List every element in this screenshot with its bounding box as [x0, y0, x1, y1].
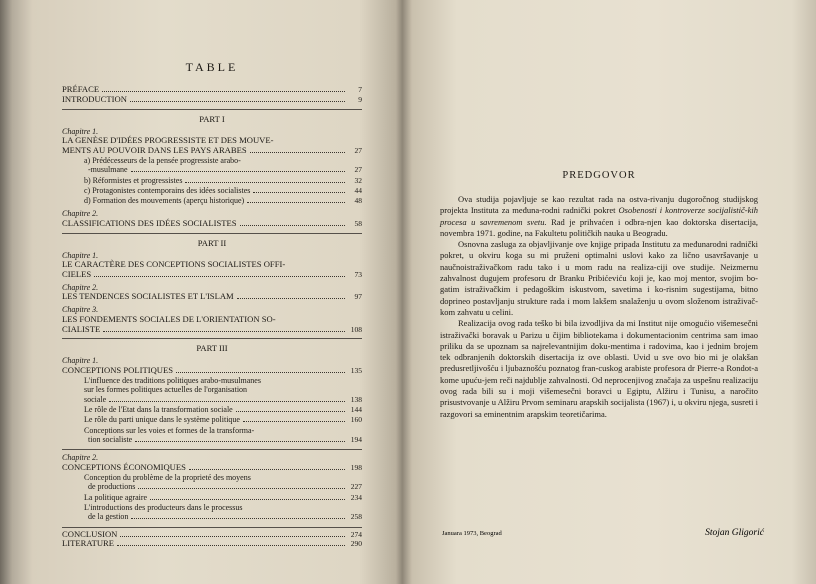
project-title-italic: Osobenosti i kontroverze socijalistič-kih procesa u savremenom svetu. [440, 205, 759, 227]
toc-subentry-line: sur les formes politiques actuelles de l'organisation [84, 385, 248, 395]
toc-subentry [62, 512, 362, 522]
paragraph-2: Osnovna zasluga za objavljivanje ove knjige pripada Institutu za međunarodni radnički pokret, u okviru koga su mi pruženi optimalni uslovi kako za lično usavršavanje u naučnoistraživačkom radu tako i u mom radu na realiza-ciji ove studije. Neizmernu zahvalnost dugujem profesoru dr Branku Pribićeviću koji je, kao moj mentor, svojim bo-gatim istraživačkim i pedagoškim iskustvom, savetima i ko-risnim sugestijama, bitno doprineo postavljanju strukture rada i mom lakšem snalaženju u ovom složenom istraživač-kom zahvatu u celini. [440, 239, 758, 317]
divider [62, 109, 362, 110]
chapter-label: Chapitre 2. [62, 453, 99, 463]
part-heading: PART III [196, 343, 228, 354]
toc-entry-literature [62, 539, 362, 549]
toc-entry-label: sociale [84, 394, 107, 404]
toc-entry-label: c) Protagonistes contemporains des idées socialistes [84, 185, 251, 195]
toc-subentry [62, 415, 362, 425]
paragraph-1 [440, 194, 758, 239]
toc-subentry [62, 395, 362, 405]
leader-dots [120, 536, 345, 537]
toc-entry-label: CIALISTE [62, 323, 101, 334]
toc-page-number: 234 [350, 492, 362, 502]
toc-entry-chapter [62, 463, 362, 473]
toc-subentry [62, 176, 362, 186]
leader-dots [109, 401, 345, 402]
toc-entry-label: CONCEPTIONS ÉCONOMIQUES [62, 461, 186, 472]
leader-dots [185, 182, 345, 183]
toc-entry-chapter [62, 146, 362, 156]
toc-page-number: 97 [354, 292, 362, 302]
chapter-label: Chapitre 1. [62, 356, 99, 366]
toc-subentry [62, 165, 362, 175]
toc-entry-chapter [62, 219, 362, 229]
toc-subentry [62, 493, 362, 503]
leader-dots [237, 298, 345, 299]
toc-page-number: 227 [350, 482, 362, 492]
toc-entry-label: INTRODUCTION [62, 93, 127, 104]
chapter-title-line: LE CARACTÈRE DES CONCEPTIONS SOCIALISTES OFFI- [62, 259, 286, 270]
leader-dots [131, 171, 345, 172]
leader-dots [138, 488, 345, 489]
leader-dots [189, 469, 345, 470]
leader-dots [102, 91, 345, 92]
toc-page-number: 32 [354, 175, 362, 185]
preface-page [440, 170, 758, 420]
toc-subentry-line: L'influence des traditions politiques arabo-musulmanes [84, 375, 261, 385]
chapter-title-line: LA GENÈSE D'IDÉES PROGRESSISTE ET DES MOUVE- [62, 135, 274, 146]
toc-page-number: 9 [358, 94, 362, 104]
paragraph-3: Realizacija ovog rada teško bi bila izvodljiva da mi Institut nije omogućio višemesečni istraživački boravak u Parizu u čijim bibliotekama i dokumentacionim centrima sam imao priliku da se upoznam sa najrelevantnijim doku-mentima i radovima, kao i jednim brojem tek odbranjenih doktorskih disertacija iz ove oblasti. Uvid u sve ovo bio mi je olakšan predusretljivošću i ljubaznošću poznatog fran-cuskog arabiste profesora dr Pierre-a Rondot-a kome upuću-jem reči najdublje zahvalnosti. Od neprocenjivog značaja za uspešnu realizaciju ovog rada bili su i moji višemesečni boravci u Egiptu, Alžiru i Tunisu, a naročito prisustvovanje u Alžiru Prvom seminaru arapskih socijalista (1967) i, u okviru njega, susreti i razgovori sa eminentnim arapskim teoretičarima. [440, 318, 758, 419]
leader-dots [176, 372, 345, 373]
toc-subentry-line: L'introductions des producteurs dans le processus [84, 502, 243, 512]
leader-dots [94, 276, 345, 277]
leader-dots [247, 202, 345, 203]
toc-entry-label: La politique agraire [84, 492, 148, 502]
leader-dots [236, 411, 345, 412]
toc-entry-label: CIELES [62, 268, 92, 279]
toc-page-number: 194 [350, 435, 362, 445]
toc-page-number: 290 [350, 539, 362, 549]
toc-entry-chapter [62, 270, 362, 280]
toc-page-number: 108 [350, 324, 362, 334]
part-heading: PART I [199, 113, 225, 124]
leader-dots [150, 499, 345, 500]
leader-dots [103, 331, 345, 332]
chapter-title-line: LES FONDEMENTS SOCIALES DE L'ORIENTATION SO- [62, 313, 276, 324]
leader-dots [117, 545, 345, 546]
toc-page-number: 27 [354, 165, 362, 175]
toc-entry-label: LES TENDENCES SOCIALISTES ET L'ISLAM [62, 291, 234, 302]
leader-dots [135, 441, 345, 442]
toc-subentry [62, 405, 362, 415]
toc-subentry [62, 196, 362, 206]
toc-entry-label: CONCEPTIONS POLITIQUES [62, 364, 174, 375]
toc-page-number: 198 [350, 462, 362, 472]
toc-entry-chapter [62, 325, 362, 335]
toc-entry-label: b) Réformistes et progressistes [84, 175, 183, 185]
toc-entry-chapter [62, 292, 362, 302]
divider [62, 233, 362, 234]
toc-entry-label: Le rôle du parti unique dans le système politique [84, 415, 240, 425]
leader-dots [253, 192, 345, 193]
toc-entry-label: de la gestion [88, 512, 129, 522]
chapter-label: Chapitre 2. [62, 282, 99, 292]
divider [62, 338, 362, 339]
leader-dots [240, 225, 345, 226]
chapter-label: Chapitre 1. [62, 126, 99, 136]
toc-entry-label: de productions [88, 482, 136, 492]
toc-subentry [62, 186, 362, 196]
divider [62, 527, 362, 528]
toc-entry-label: Le rôle de l'Etat dans la transformation sociale [84, 405, 233, 415]
leader-dots [250, 152, 345, 153]
preface-footer [442, 528, 764, 538]
toc-page-number: 27 [354, 145, 362, 155]
chapter-label: Chapitre 1. [62, 250, 99, 260]
leader-dots [130, 101, 345, 102]
toc-page-number: 7 [358, 85, 362, 94]
toc-title: TABLE [185, 60, 239, 74]
toc-subentry-line: Conception du problème de la proprieté des moyens [84, 472, 251, 482]
toc-page-number: 274 [350, 529, 362, 539]
author-signature: Stojan Gligorić [705, 528, 764, 538]
toc-entry-label: CONCLUSION [62, 528, 118, 539]
toc-entry-label: LITERATURE [62, 538, 115, 549]
chapter-label: Chapitre 2. [62, 209, 99, 219]
date-place: Januara 1973, Beograd [442, 530, 502, 537]
leader-dots [243, 421, 345, 422]
toc-subentry-line: a) Prédécesseurs de la pensée progressiste arabo- [84, 155, 241, 165]
chapter-label: Chapitre 3. [62, 305, 99, 315]
toc-entry-label: MENTS AU POUVOIR DANS LES PAYS ARABES [62, 144, 247, 155]
paragraph-text: Ova studija pojavljuje se kao rezultat rada na ostva-rivanju dugoročnog studijskog projekta Instituta za međuna-rodni radnički pokret [440, 194, 758, 216]
toc-entry-introduction [62, 95, 362, 105]
preface-title: PREDGOVOR [562, 170, 636, 181]
toc-page-number: 160 [350, 415, 362, 425]
toc-page-number: 48 [354, 195, 362, 205]
part-heading: PART II [197, 237, 227, 248]
paragraph-text: Rad je prihvaćen i odbra-njen kao doktorska disertacija, novembra 1971. godine, na Fakultetu političkih nauka u Beogradu. [440, 216, 758, 238]
divider [62, 449, 362, 450]
leader-dots [131, 518, 345, 519]
toc-page-number: 144 [350, 405, 362, 415]
toc-page-number: 44 [354, 185, 362, 195]
toc-subentry-line: Conceptions sur les voies et formes de la transforma- [84, 425, 255, 435]
toc-page-number: 58 [354, 218, 362, 228]
toc-page-number: 73 [354, 269, 362, 279]
toc-entry-label: PRÉFACE [62, 84, 100, 94]
toc-page-number: 258 [350, 512, 362, 522]
toc-page-number: 135 [350, 365, 362, 375]
toc-entry-label: CLASSIFICATIONS DES IDÉES SOCIALISTES [62, 217, 237, 228]
toc-subentry [62, 435, 362, 445]
table-of-contents-page [62, 60, 362, 549]
toc-entry-label: -musulmane [88, 165, 128, 175]
toc-entry-chapter [62, 366, 362, 376]
toc-entry-label: d) Formation des mouvements (aperçu historique) [84, 195, 245, 205]
toc-page-number: 138 [350, 394, 362, 404]
toc-entry-label: tion socialiste [88, 435, 133, 445]
toc-subentry [62, 482, 362, 492]
